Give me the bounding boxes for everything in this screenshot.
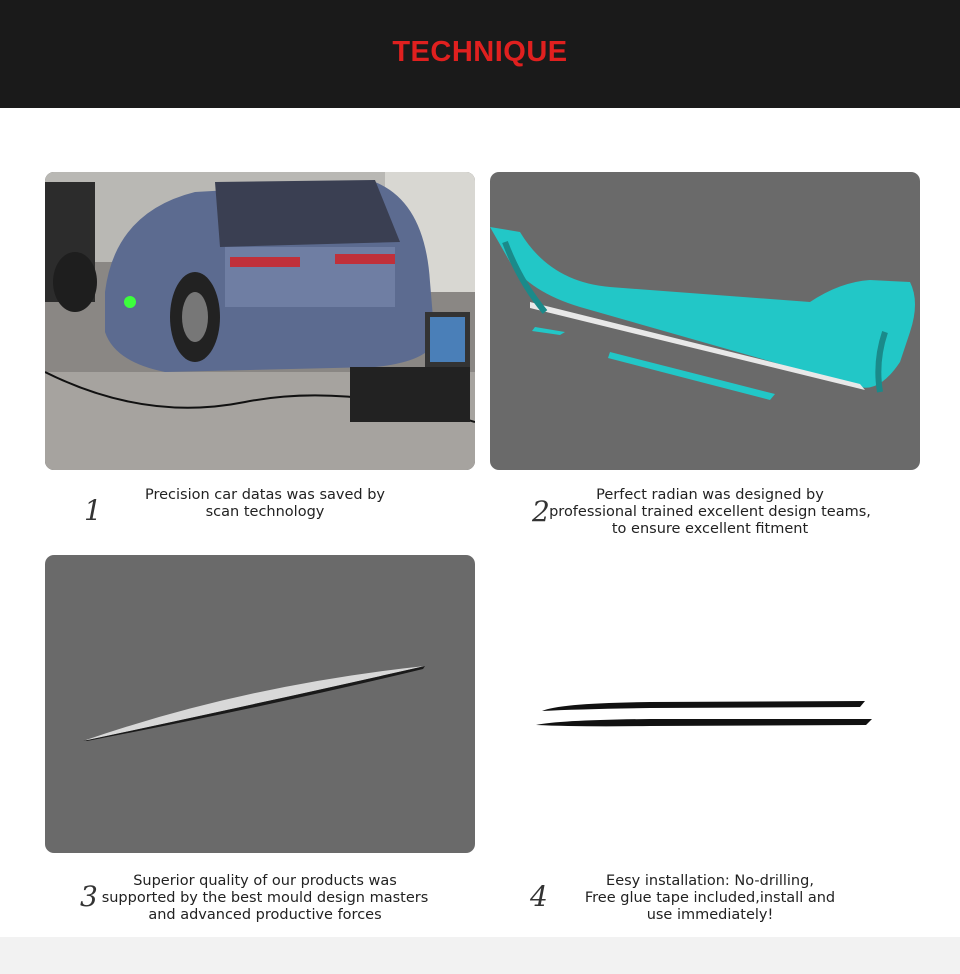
step-caption-1: [110, 487, 420, 521]
step-number-3: 3: [80, 880, 98, 913]
footer-bar: [0, 937, 960, 974]
caption-line: Perfect radian was designed by: [596, 487, 824, 503]
mould-render: [45, 555, 475, 853]
caption-line: Superior quality of our products was: [133, 873, 397, 889]
product-image: [490, 555, 920, 853]
caption-line: Eesy installation: No-drilling,: [606, 873, 814, 889]
cad-model-image: [490, 172, 920, 470]
caption-line: Free glue tape included,install and: [584, 890, 836, 906]
caption-line: and advanced productive forces: [148, 907, 382, 923]
caption-line: professional trained excellent design teams,: [549, 504, 871, 520]
step-number-2: 2: [532, 495, 550, 528]
scan-photo: [45, 172, 475, 470]
step-number-1: 1: [84, 494, 102, 527]
page-title: TECHNIQUE: [392, 36, 568, 68]
step-caption-2: [545, 487, 875, 538]
caption-line: use immediately!: [646, 907, 774, 923]
caption-line: to ensure excellent fitment: [611, 521, 809, 537]
step-caption-4: [545, 873, 875, 924]
caption-line: supported by the best mould design masters: [101, 890, 429, 906]
header-bar: [0, 0, 960, 108]
step-caption-3: [100, 873, 430, 924]
caption-line: scan technology: [205, 504, 325, 520]
step-number-4: 4: [530, 880, 548, 913]
caption-line: Precision car datas was saved by: [144, 487, 385, 503]
